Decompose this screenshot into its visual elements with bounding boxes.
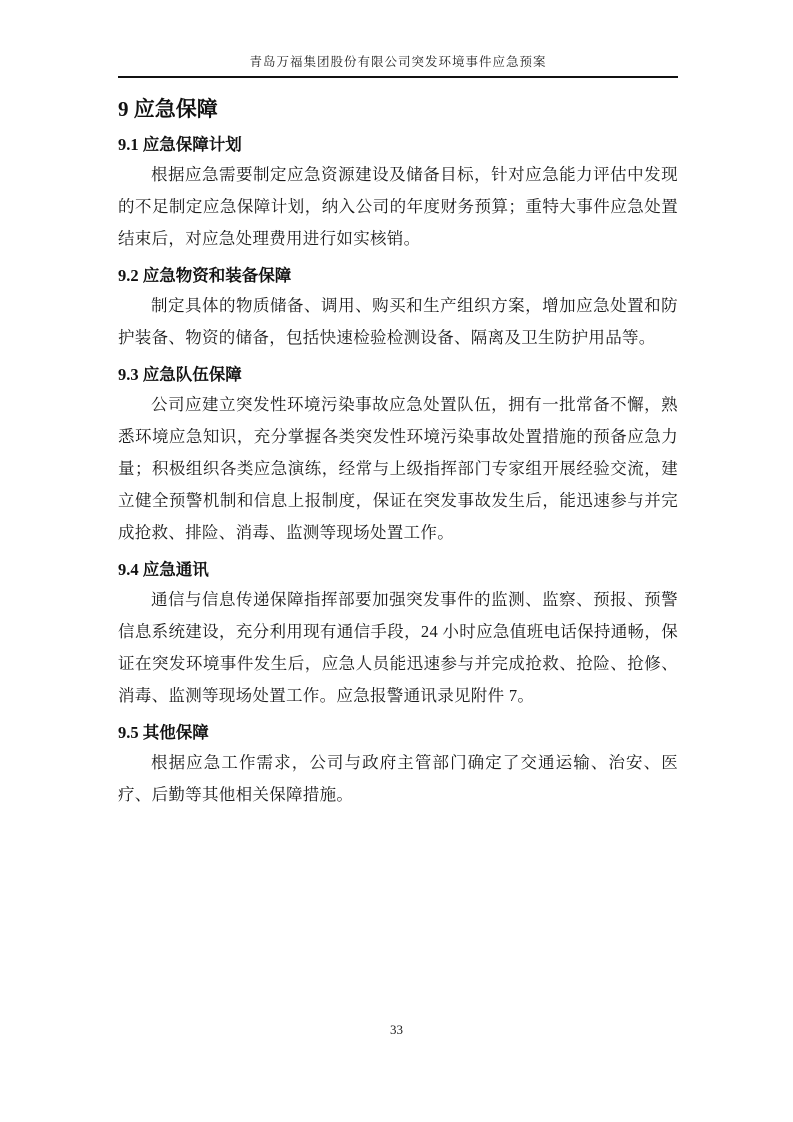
section-body-9-3: 公司应建立突发性环境污染事故应急处置队伍，拥有一批常备不懈，熟悉环境应急知识，充分掌握各类突发性环境污染事故处置措施的预备应急力量；积极组织各类应急演练，经常与上级指挥部门专家组开展经验交流，建立健全预警机制和信息上报制度，保证在突发事故发生后，能迅速参与并完成抢救、排险、消毒、监测等现场处置工作。 [118,395,678,542]
section-body-9-5: 根据应急工作需求，公司与政府主管部门确定了交通运输、治安、医疗、后勤等其他相关保障措施。 [118,753,678,804]
section-body-9-1: 根据应急需要制定应急资源建设及储备目标，针对应急能力评估中发现的不足制定应急保障计划，纳入公司的年度财务预算；重特大事件应急处置结束后，对应急处理费用进行如实核销。 [118,165,678,248]
section-body-9-4: 通信与信息传递保障指挥部要加强突发事件的监测、监察、预报、预警信息系统建设，充分利用现有通信手段，24 小时应急值班电话保持通畅，保证在突发环境事件发生后，应急人员能迅速参与并完成抢救、抢险、抢修、消毒、监测等现场处置工作。应急报警通讯录见附件 7。 [118,590,678,705]
document-header: 青岛万福集团股份有限公司突发环境事件应急预案 [118,0,678,78]
section-heading-9-2: 9.2 应急物资和装备保障 [118,266,292,285]
section-heading-9-4: 9.4 应急通讯 [118,560,209,579]
section-heading-9-5: 9.5 其他保障 [118,723,209,742]
section-heading-9-1: 9.1 应急保障计划 [118,135,242,154]
page-content [118,0,678,811]
section-heading-9-3: 9.3 应急队伍保障 [118,365,242,384]
chapter-title: 9 应急保障 [118,97,218,121]
page-number: 33 [390,1022,403,1037]
section-body-9-2: 制定具体的物质储备、调用、购买和生产组织方案，增加应急处置和防护装备、物资的储备，包括快速检验检测设备、隔离及卫生防护用品等。 [118,296,678,347]
